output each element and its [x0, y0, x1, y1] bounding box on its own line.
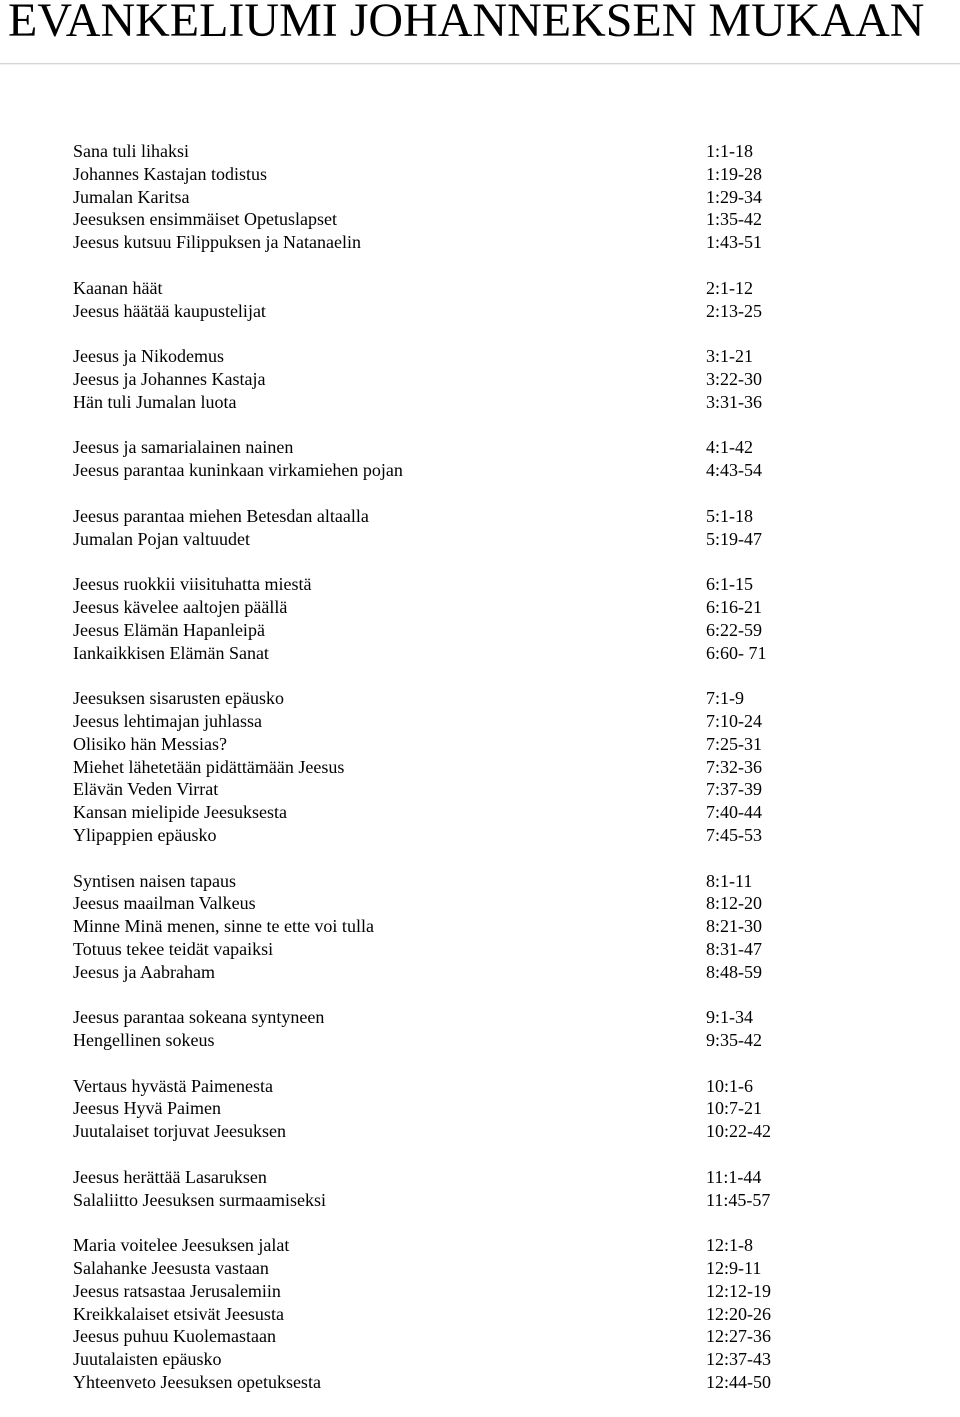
page-title: EVANKELIUMI JOHANNEKSEN MUKAAN [8, 0, 925, 47]
entry-title: Elävän Veden Virrat [73, 779, 219, 800]
entry-reference: 7:37-39 [706, 779, 762, 800]
chapter-group [73, 277, 933, 323]
toc-entry [73, 1166, 933, 1189]
entry-reference: 8:12-20 [706, 893, 762, 914]
entry-title: Jumalan Pojan valtuudet [73, 528, 250, 549]
toc-entry [73, 778, 933, 801]
toc-entry [73, 801, 933, 824]
toc-entry [73, 687, 933, 710]
entry-title: Jeesus ruokkii viisituhatta miestä [73, 574, 312, 595]
entry-title: Jeesus kävelee aaltojen päällä [73, 596, 288, 617]
entry-reference: 10:22-42 [706, 1121, 771, 1142]
entry-title: Kreikkalaiset etsivät Jeesusta [73, 1303, 284, 1324]
entry-title: Jeesus kutsuu Filippuksen ja Natanaelin [73, 232, 361, 253]
toc-entry [73, 1348, 933, 1371]
entry-reference: 10:1-6 [706, 1075, 753, 1096]
chapter-group [73, 573, 933, 664]
entry-reference: 9:35-42 [706, 1030, 762, 1051]
toc-entry [73, 231, 933, 254]
toc-entry [73, 505, 933, 528]
toc-entry [73, 915, 933, 938]
entry-title: Iankaikkisen Elämän Sanat [73, 642, 269, 663]
entry-title: Hengellinen sokeus [73, 1030, 215, 1051]
entry-title: Kansan mielipide Jeesuksesta [73, 802, 287, 823]
entry-title: Jeesus ja samarialainen nainen [73, 437, 294, 458]
entry-title: Juutalaisten epäusko [73, 1349, 222, 1370]
entry-title: Salahanke Jeesusta vastaan [73, 1258, 269, 1279]
entry-title: Ylipappien epäusko [73, 824, 217, 845]
toc-entry [73, 938, 933, 961]
entry-reference: 6:22-59 [706, 619, 762, 640]
entry-title: Jeesus lehtimajan juhlassa [73, 710, 262, 731]
title-divider [0, 63, 960, 65]
entry-title: Maria voitelee Jeesuksen jalat [73, 1235, 290, 1256]
toc-entry [73, 368, 933, 391]
entry-title: Jumalan Karitsa [73, 186, 190, 207]
entry-reference: 3:1-21 [706, 346, 753, 367]
entry-reference: 12:37-43 [706, 1349, 771, 1370]
table-of-contents [73, 140, 933, 1417]
chapter-group [73, 140, 933, 254]
entry-title: Juutalaiset torjuvat Jeesuksen [73, 1121, 286, 1142]
entry-title: Miehet lähetetään pidättämään Jeesus [73, 756, 345, 777]
entry-reference: 3:31-36 [706, 391, 762, 412]
toc-entry [73, 528, 933, 551]
entry-title: Salaliitto Jeesuksen surmaamiseksi [73, 1189, 326, 1210]
toc-entry [73, 961, 933, 984]
toc-entry [73, 459, 933, 482]
toc-entry [73, 208, 933, 231]
toc-entry [73, 756, 933, 779]
entry-reference: 8:48-59 [706, 961, 762, 982]
toc-entry [73, 1280, 933, 1303]
entry-title: Jeesus ja Aabraham [73, 961, 215, 982]
toc-entry [73, 1257, 933, 1280]
toc-entry [73, 824, 933, 847]
entry-reference: 7:45-53 [706, 824, 762, 845]
entry-title: Jeesus ratsastaa Jerusalemiin [73, 1280, 281, 1301]
entry-reference: 7:25-31 [706, 733, 762, 754]
entry-reference: 6:1-15 [706, 574, 753, 595]
entry-reference: 7:32-36 [706, 756, 762, 777]
entry-reference: 1:1-18 [706, 141, 753, 161]
entry-reference: 8:1-11 [706, 870, 753, 891]
toc-entry [73, 1189, 933, 1212]
entry-reference: 5:1-18 [706, 505, 753, 526]
chapter-group [73, 1166, 933, 1212]
entry-reference: 5:19-47 [706, 528, 762, 549]
toc-entry [73, 710, 933, 733]
chapter-group [73, 1075, 933, 1143]
entry-reference: 2:13-25 [706, 300, 762, 321]
entry-reference: 6:16-21 [706, 596, 762, 617]
entry-title: Jeesus ja Nikodemus [73, 346, 224, 367]
entry-title: Jeesus Elämän Hapanleipä [73, 619, 265, 640]
entry-title: Totuus tekee teidät vapaiksi [73, 938, 274, 959]
entry-reference: 1:35-42 [706, 209, 762, 230]
toc-entry [73, 391, 933, 414]
entry-reference: 1:43-51 [706, 232, 762, 253]
entry-reference: 2:1-12 [706, 277, 753, 298]
entry-reference: 4:43-54 [706, 460, 762, 481]
entry-title: Jeesus parantaa miehen Betesdan altaalla [73, 505, 369, 526]
toc-entry [73, 345, 933, 368]
entry-title: Vertaus hyvästä Paimenesta [73, 1075, 273, 1096]
entry-title: Sana tuli lihaksi [73, 141, 189, 161]
entry-title: Hän tuli Jumalan luota [73, 391, 237, 412]
entry-reference: 11:45-57 [706, 1189, 771, 1210]
entry-reference: 4:1-42 [706, 437, 753, 458]
chapter-group [73, 505, 933, 551]
entry-title: Yhteenveto Jeesuksen opetuksesta [73, 1372, 321, 1393]
toc-entry [73, 1097, 933, 1120]
entry-reference: 7:1-9 [706, 688, 744, 709]
toc-entry [73, 870, 933, 893]
chapter-group [73, 436, 933, 482]
toc-entry [73, 277, 933, 300]
chapter-group [73, 1234, 933, 1394]
entry-reference: 12:44-50 [706, 1372, 771, 1393]
entry-reference: 12:9-11 [706, 1258, 762, 1279]
toc-entry [73, 140, 933, 163]
entry-reference: 12:27-36 [706, 1326, 771, 1347]
toc-entry [73, 1006, 933, 1029]
toc-entry [73, 619, 933, 642]
entry-reference: 6:60- 71 [706, 642, 767, 663]
entry-reference: 7:10-24 [706, 710, 762, 731]
toc-entry [73, 1120, 933, 1143]
toc-entry [73, 1325, 933, 1348]
entry-reference: 12:1-8 [706, 1235, 753, 1256]
entry-title: Jeesus ja Johannes Kastaja [73, 368, 266, 389]
entry-reference: 12:20-26 [706, 1303, 771, 1324]
chapter-group [73, 870, 933, 984]
entry-title: Jeesuksen ensimmäiset Opetuslapset [73, 209, 337, 230]
toc-entry [73, 892, 933, 915]
entry-reference: 12:12-19 [706, 1280, 771, 1301]
entry-title: Jeesus puhuu Kuolemastaan [73, 1326, 276, 1347]
entry-reference: 7:40-44 [706, 802, 762, 823]
toc-entry [73, 573, 933, 596]
entry-reference: 9:1-34 [706, 1007, 753, 1028]
entry-title: Jeesus häätää kaupustelijat [73, 300, 266, 321]
chapter-group [73, 687, 933, 847]
toc-entry [73, 733, 933, 756]
entry-title: Jeesus parantaa sokeana syntyneen [73, 1007, 325, 1028]
entry-reference: 8:21-30 [706, 916, 762, 937]
entry-reference: 8:31-47 [706, 938, 762, 959]
entry-title: Jeesuksen sisarusten epäusko [73, 688, 284, 709]
entry-reference: 3:22-30 [706, 368, 762, 389]
chapter-group [73, 1006, 933, 1052]
entry-title: Jeesus parantaa kuninkaan virkamiehen pojan [73, 460, 403, 481]
chapter-group [73, 345, 933, 413]
entry-title: Jeesus Hyvä Paimen [73, 1098, 221, 1119]
entry-title: Minne Minä menen, sinne te ette voi tulla [73, 916, 374, 937]
entry-reference: 11:1-44 [706, 1166, 762, 1187]
toc-entry [73, 300, 933, 323]
entry-reference: 1:29-34 [706, 186, 762, 207]
entry-title: Johannes Kastajan todistus [73, 163, 267, 184]
entry-title: Kaanan häät [73, 277, 163, 298]
entry-reference: 1:19-28 [706, 163, 762, 184]
toc-entry [73, 1303, 933, 1326]
entry-reference: 10:7-21 [706, 1098, 762, 1119]
toc-entry [73, 1371, 933, 1394]
toc-entry [73, 163, 933, 186]
toc-entry [73, 436, 933, 459]
entry-title: Jeesus herättää Lasaruksen [73, 1166, 267, 1187]
toc-entry [73, 1234, 933, 1257]
toc-entry [73, 1075, 933, 1098]
toc-entry [73, 186, 933, 209]
entry-title: Olisiko hän Messias? [73, 733, 227, 754]
toc-entry [73, 1029, 933, 1052]
toc-entry [73, 642, 933, 665]
entry-title: Jeesus maailman Valkeus [73, 893, 256, 914]
toc-entry [73, 596, 933, 619]
entry-title: Syntisen naisen tapaus [73, 870, 236, 891]
